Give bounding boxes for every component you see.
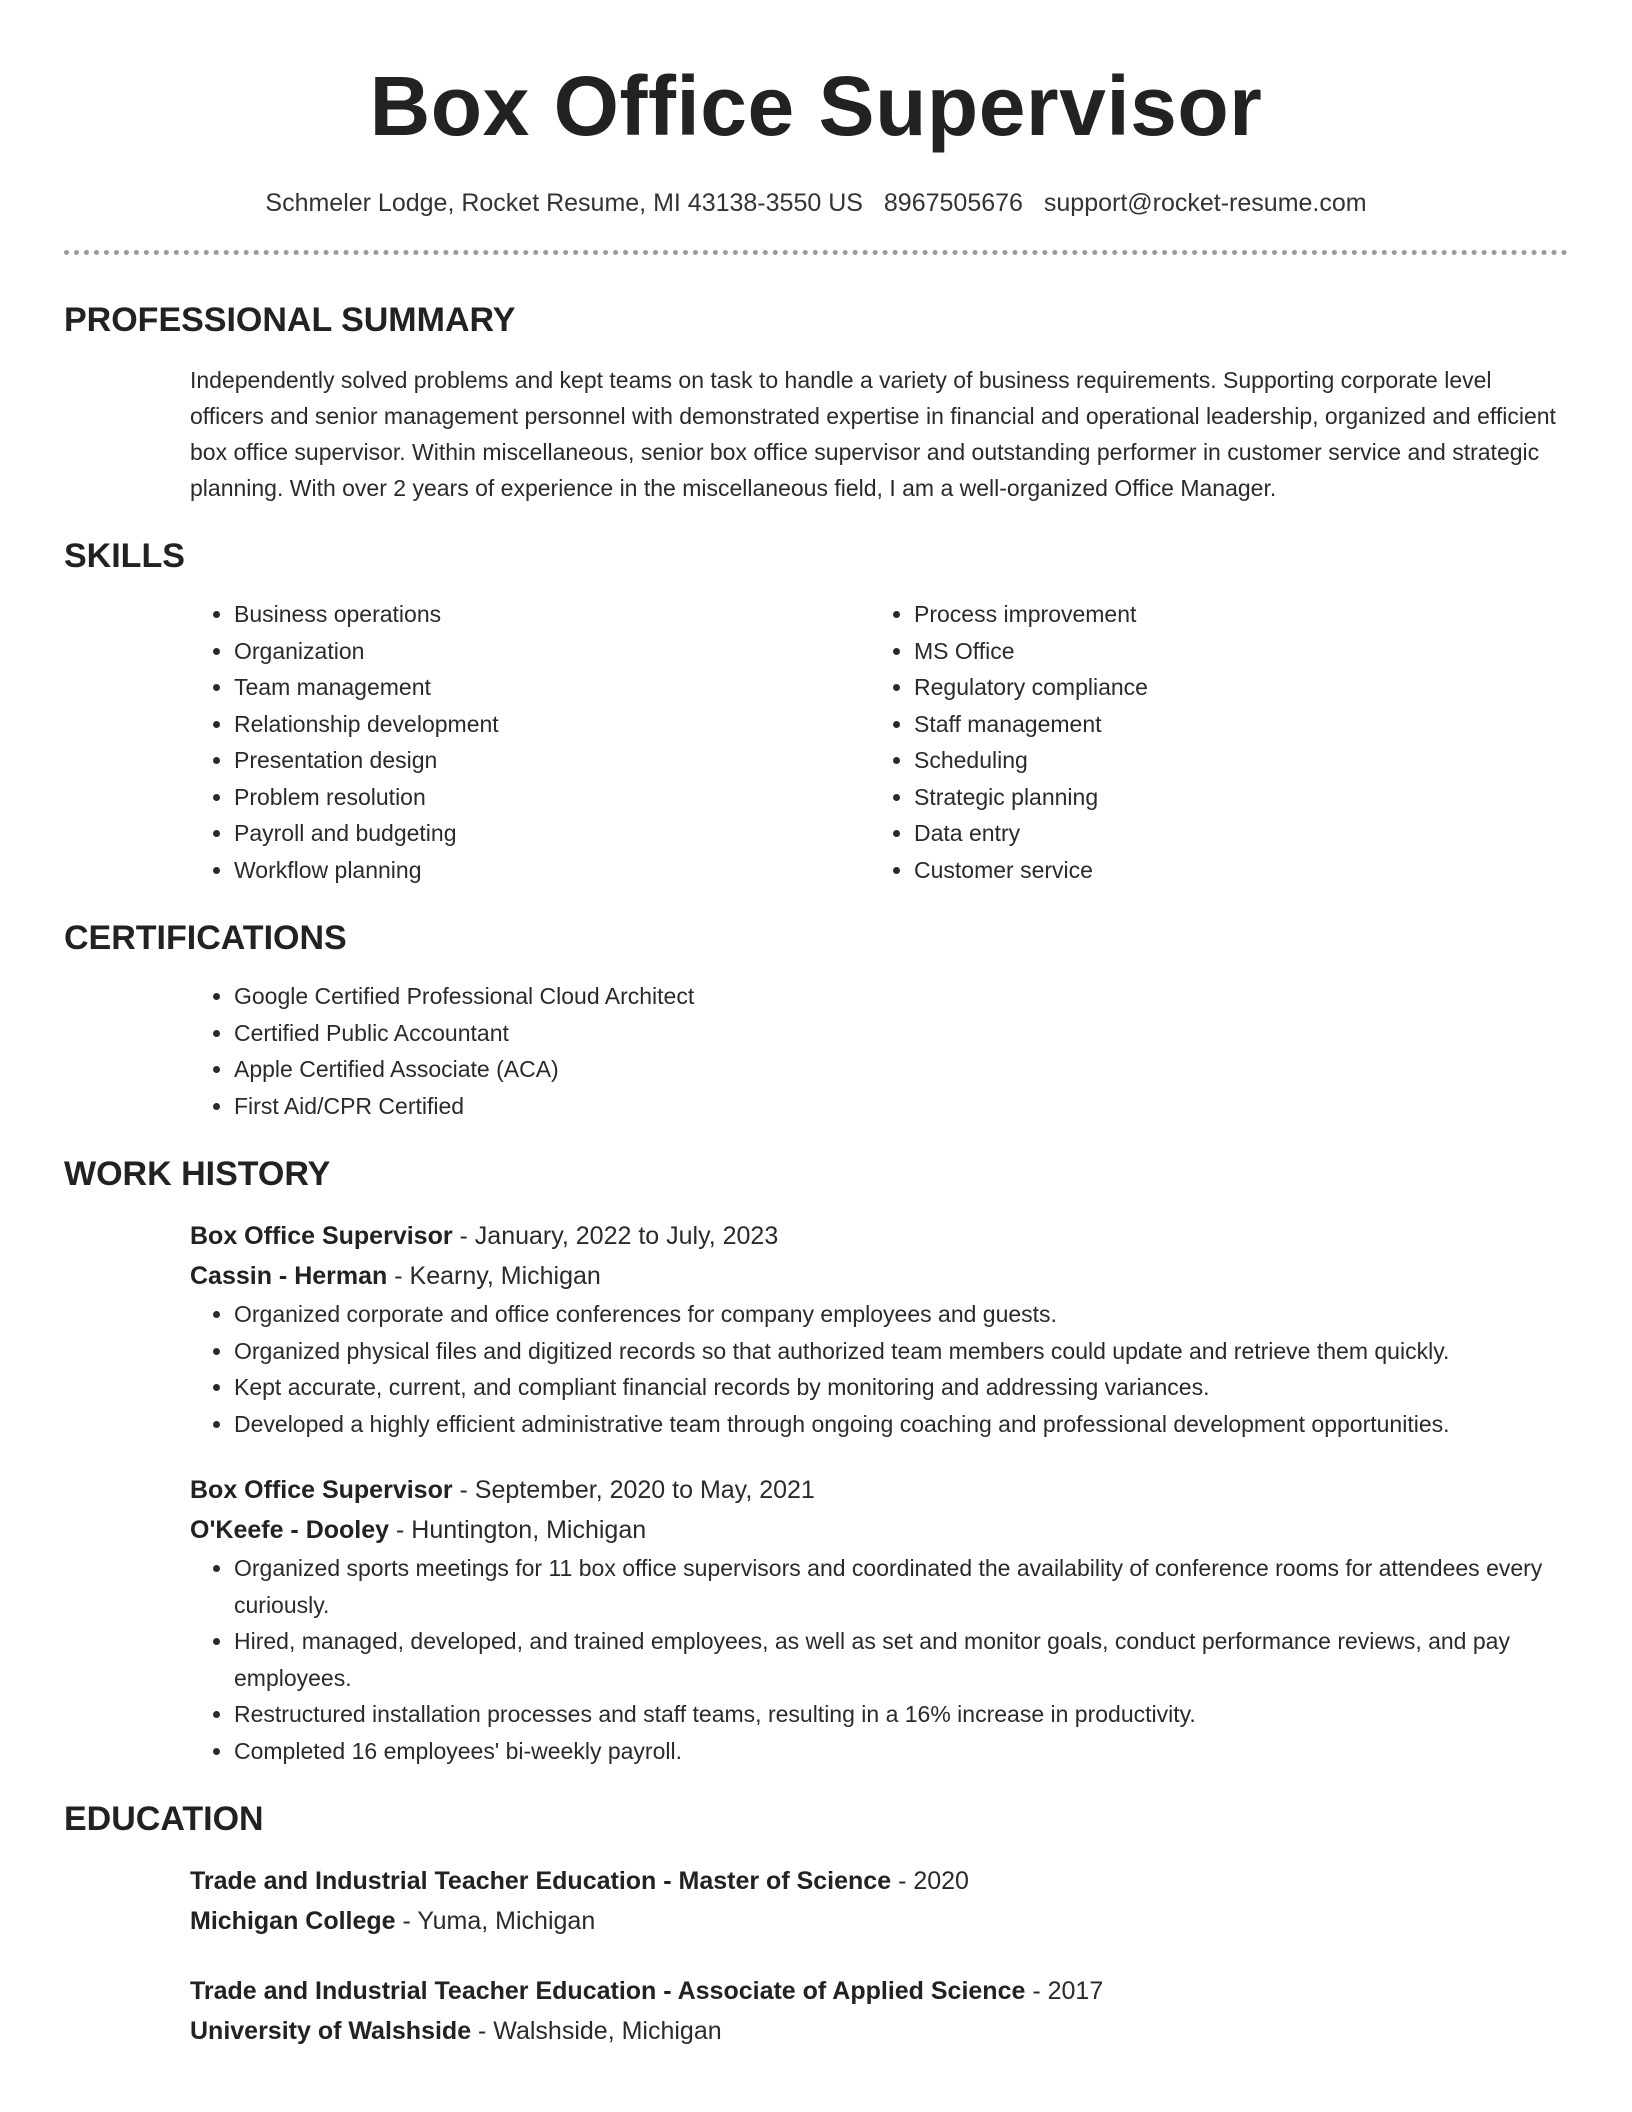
summary-heading: PROFESSIONAL SUMMARY [64, 301, 516, 339]
education-degree: Trade and Industrial Teacher Education - Associate of Applied Science [190, 1977, 1026, 2005]
job-company: Cassin - Herman [190, 1262, 388, 1290]
job-location: - Kearny, Michigan [387, 1262, 601, 1290]
education-heading: EDUCATION [64, 1800, 264, 1838]
skills-column-left [190, 596, 870, 888]
certification-item: • Apple Certified Associate (ACA) [234, 1051, 1568, 1088]
skills-column-right [870, 596, 1550, 888]
contact-address: Schmeler Lodge, Rocket Resume, MI 43138-3550 US [265, 189, 863, 217]
candidate-name: Box Office Supervisor [369, 59, 1263, 153]
skills-grid [190, 596, 1568, 888]
education-degree-line [190, 1971, 1568, 2011]
job-company: O'Keefe - Dooley [190, 1516, 390, 1544]
skill-item: • Data entry [914, 815, 1550, 852]
skill-item: • Regulatory compliance [914, 669, 1550, 706]
skill-item: • Problem resolution [234, 779, 870, 816]
education-entry [190, 1861, 1568, 1941]
header-divider [64, 250, 1568, 255]
skills-section [0, 536, 1632, 888]
job-dates: - January, 2022 to July, 2023 [452, 1222, 779, 1250]
certification-item: • First Aid/CPR Certified [234, 1088, 1568, 1125]
education-year: - 2017 [1025, 1977, 1104, 2005]
job-bullet: • Developed a highly efficient administrative team through ongoing coaching and professional development opportunities. [234, 1406, 1568, 1443]
education-section [0, 1799, 1632, 2051]
education-location: - Walshside, Michigan [471, 2017, 722, 2045]
skill-item: • Staff management [914, 706, 1550, 743]
certifications-list [190, 978, 1568, 1124]
education-year: - 2020 [891, 1867, 969, 1895]
job-bullet: • Completed 16 employees' bi-weekly payroll. [234, 1733, 1568, 1770]
contact-email[interactable]: support@rocket-resume.com [1043, 189, 1367, 217]
job-dates: - September, 2020 to May, 2021 [452, 1476, 815, 1504]
job-entry [190, 1470, 1568, 1769]
education-entry [190, 1971, 1568, 2051]
job-title-line [190, 1216, 1568, 1256]
skill-item: • Team management [234, 669, 870, 706]
education-school-line [190, 2011, 1568, 2051]
education-degree: Trade and Industrial Teacher Education - Master of Science [190, 1867, 892, 1895]
work-history-section [0, 1154, 1632, 1769]
job-bullet: • Hired, managed, developed, and trained employees, as well as set and monitor goals, conduct performance reviews, and pay employees. [234, 1623, 1568, 1696]
certification-item: • Certified Public Accountant [234, 1015, 1568, 1052]
education-location: - Yuma, Michigan [395, 1907, 596, 1935]
skills-heading: SKILLS [64, 537, 185, 575]
job-location: - Huntington, Michigan [389, 1516, 647, 1544]
education-school-line [190, 1901, 1568, 1941]
work-history-heading: WORK HISTORY [64, 1155, 331, 1193]
skill-item: • Payroll and budgeting [234, 815, 870, 852]
job-entry [190, 1216, 1568, 1442]
job-bullet: • Organized sports meetings for 11 box office supervisors and coordinated the availability of conference rooms for attendees every curiously. [234, 1550, 1568, 1623]
skill-item: • Organization [234, 633, 870, 670]
skills-list-right [870, 596, 1550, 888]
resume-header [0, 0, 1632, 218]
certifications-heading: CERTIFICATIONS [64, 919, 347, 957]
job-bullet: • Restructured installation processes and staff teams, resulting in a 16% increase in productivity. [234, 1696, 1568, 1733]
summary-section [0, 300, 1632, 506]
job-bullet: • Organized physical files and digitized records so that authorized team members could update and retrieve them quickly. [234, 1333, 1568, 1370]
skill-item: • Process improvement [914, 596, 1550, 633]
certifications-section [0, 918, 1632, 1124]
certifications-list-wrapper [190, 978, 1568, 1124]
skills-list-left [190, 596, 870, 888]
contact-line [0, 188, 1632, 218]
job-role: Box Office Supervisor [190, 1476, 453, 1504]
education-school: University of Walshside [190, 2017, 472, 2045]
job-responsibilities [190, 1550, 1568, 1769]
skill-item: • Relationship development [234, 706, 870, 743]
skill-item: • Presentation design [234, 742, 870, 779]
skill-item: • Strategic planning [914, 779, 1550, 816]
certification-item: • Google Certified Professional Cloud Architect [234, 978, 1568, 1015]
job-responsibilities [190, 1296, 1568, 1442]
job-company-line [190, 1256, 1568, 1296]
contact-phone: 8967505676 [883, 189, 1023, 217]
skill-item: • Workflow planning [234, 852, 870, 889]
skill-item: • Business operations [234, 596, 870, 633]
job-company-line [190, 1510, 1568, 1550]
job-bullet: • Organized corporate and office conferences for company employees and guests. [234, 1296, 1568, 1333]
job-title-line [190, 1470, 1568, 1510]
skill-item: • Scheduling [914, 742, 1550, 779]
job-bullet: • Kept accurate, current, and compliant financial records by monitoring and addressing variances. [234, 1369, 1568, 1406]
education-degree-line [190, 1861, 1568, 1901]
job-role: Box Office Supervisor [190, 1222, 453, 1250]
summary-text: Independently solved problems and kept teams on task to handle a variety of business requirements. Supporting corporate level officers and senior management personnel with demonstrated expertise in financial and operational leadership, organized and efficient box office supervisor. Within miscellaneous, senior box office supervisor and outstanding performer in customer service and strategic planning. With over 2 years of experience in the miscellaneous field, I am a well-organized Office Manager. [190, 367, 1556, 501]
skill-item: • Customer service [914, 852, 1550, 889]
education-school: Michigan College [190, 1907, 396, 1935]
skill-item: • MS Office [914, 633, 1550, 670]
